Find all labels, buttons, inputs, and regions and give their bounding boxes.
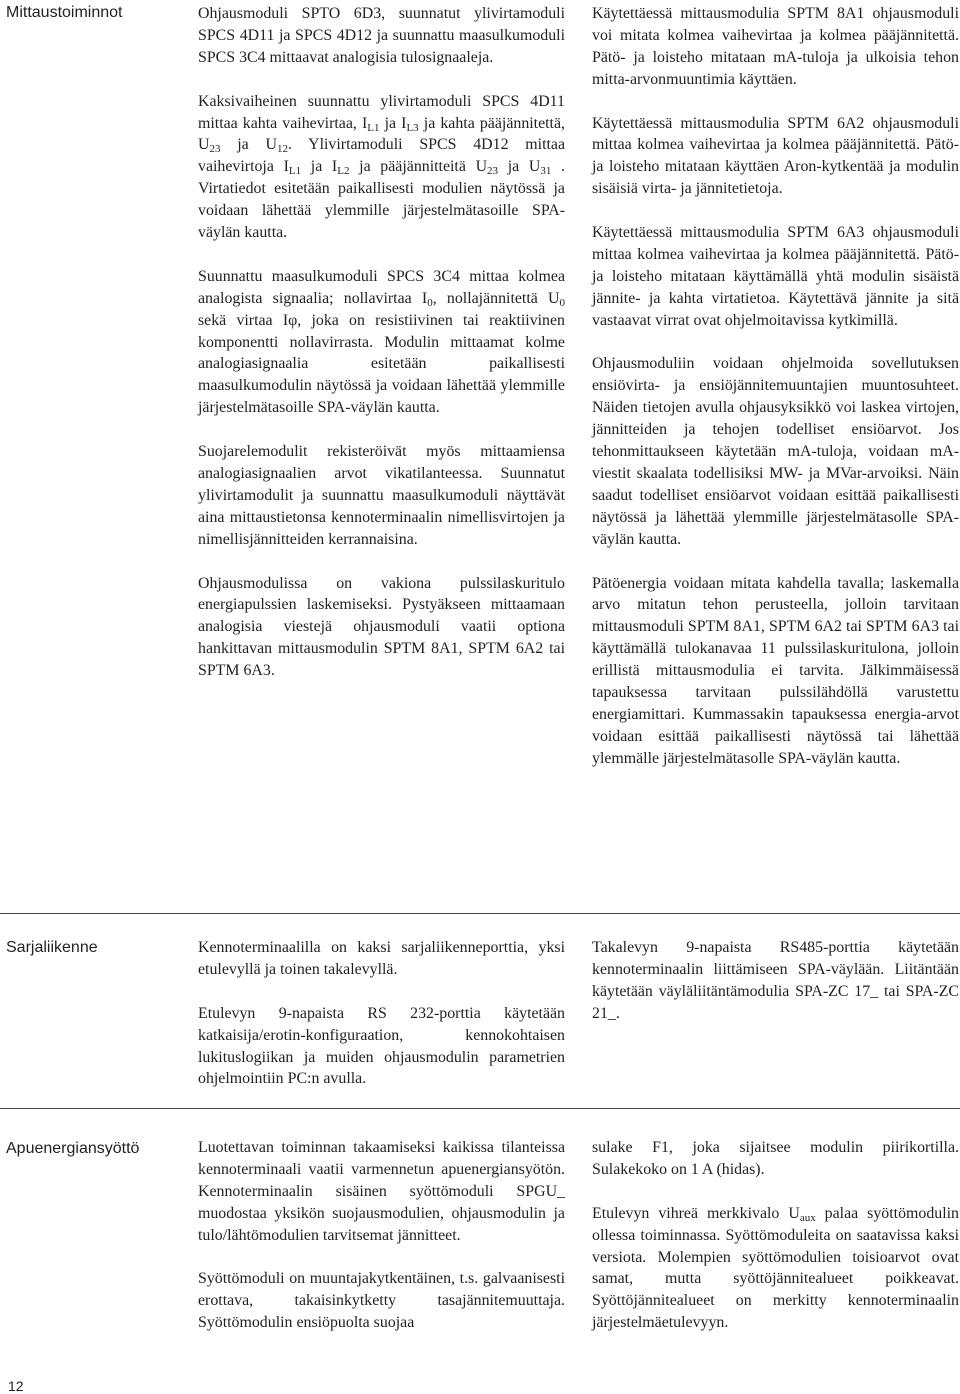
section-sarjaliikenne-col1 (198, 937, 565, 1090)
page-number: 12 (8, 1378, 24, 1394)
subscript: L2 (337, 165, 350, 178)
section-mittaustoiminnot-col2 (592, 3, 959, 770)
subscript: L1 (367, 121, 380, 134)
section-heading-apuenergiansyotto: Apuenergiansyöttö (6, 1140, 140, 1157)
subscript: 12 (276, 143, 288, 156)
paragraph: Käytettäessä mittausmodulia SPTM 8A1 ohjausmoduli voi mitata kolmea vaihevirtaa ja kolmea pääjännitettä. Pätö- ja loisteho mitataan mA-tuloja ja ulkoisia tehon mitta-arvonmuuntimia käyttäen. (592, 5, 959, 88)
paragraph: Kennoterminaalilla on kaksi sarjaliikenneporttia, yksi etulevyllä ja toinen takalevyllä. (198, 939, 565, 978)
section-divider (0, 1108, 960, 1109)
subscript: 31 (540, 165, 552, 178)
paragraph: Luotettavan toiminnan takaamiseksi kaikissa tilanteissa kennoterminaali vaatii varmennetun apuenergiansyötön. Kennoterminaalin sisäinen syöttömoduli SPGU_ muodostaa yksikön suojausmodulien, ohjausmodulin ja tulo/lähtömodulien tarvitsemat jännitteet. (198, 1139, 565, 1244)
paragraph: Käytettäessä mittausmodulia SPTM 6A2 ohjausmoduli mittaa kolmea vaihevirtaa ja kolmea pääjännitettä. Pätö- ja loisteho mitataan käyttäen Aron-kytkentää ja modulin sisäisiä virta- ja jännitetietoja. (592, 114, 959, 198)
paragraph: Etulevyn vihreä merkkivalo $U_{aux}$ palaa syöttömodulin ollessa toiminnassa. Syöttömoduleita on saatavissa kaksi versiota. Molempien syöttömodulien toisioarvot ovat samat, mutta syöttöjännitealueet poikkeavat. Syöttöjännitealueet on merkitty kennoterminaalin järjestelmäetulevyyn. (592, 1204, 959, 1332)
subscript: L3 (406, 121, 419, 134)
paragraph: Suojarelemodulit rekisteröivät myös mittaamiensa analogiasignaalien arvot vikatilanteessa. Suunnatut ylivirtamodulit ja suunnattu maasulkumoduli näyttävät aina mittaustietonsa kennoterminaalin nimellisvirtojen ja nimellisjännitteiden kerrannaisina. (198, 443, 565, 548)
section-heading-mittaustoiminnot: Mittaustoiminnot (6, 4, 123, 21)
paragraph: Ohjausmoduliin voidaan ohjelmoida sovellutuksen ensiövirta- ja ensiöjännitemuuntajien muuntosuhteet. Näiden tietojen avulla ohjausyksikkö voi laskea virtojen, jännitteiden ja tehojen todelliset ensiöarvot. Jos tehonmittaukseen käytetään mA-tuloja, voidaan mA-viestit skaalata todellisiksi MW- ja MVar-arvoiksi. Näin saadut todelliset ensiöarvot voidaan esittää paikallisesti näytössä ja lähettää ylemmille järjestelmätasolle SPA-väylän kautta. (592, 355, 959, 548)
section-apuenergiansyotto-col1 (198, 1137, 565, 1334)
paragraph: Takalevyn 9-napaista RS485-porttia käytetään kennoterminaalin liittämiseen SPA-väylään. Liitäntään käytetään väyläliitäntämodulia SPA-ZC 17_ tai SPA-ZC 21_. (592, 939, 959, 1022)
paragraph: Etulevyn 9-napaista RS 232-porttia käytetään katkaisija/erotin-konfiguraation, kennokohtaisen lukituslogiikan ja muiden ohjausmodulin parametrien ohjelmointiin PC:n avulla. (198, 1004, 565, 1088)
section-apuenergiansyotto-col2 (592, 1137, 959, 1334)
section-mittaustoiminnot-col1 (198, 3, 565, 682)
paragraph: Käytettäessä mittausmodulia SPTM 6A3 ohjausmoduli mittaa kolmea vaihevirtaa ja kolmea pääjännitettä. Pätö- ja loisteho mitataan käyttämällä yhtä modulin sisäistä jännite- ja kahta virtatietoa. Käytettävä jännite ja sitä vastaavat virrat ovat ohjelmoitavissa kytkimillä. (592, 224, 959, 329)
paragraph: Kaksivaiheinen suunnattu ylivirtamoduli SPCS 4D11 mittaa kahta vaihevirtaa, $I_{L1}$ ja $I_{L3}$ ja kahta pääjännitettä, $U_{23}$ ja $U_{12}$. Ylivirtamoduli SPCS 4D12 mittaa vaihevirtoja $I_{L1}$ ja $I_{L2}$ ja pääjännitteitä $U_{23}$ ja $U_{31}$ . Virtatiedot esitetään paikallisesti modulien näytössä ja voidaan lähettää ylemmille järjestelmätasoille SPA-väylän kautta. (198, 92, 566, 242)
subscript: 23 (209, 143, 221, 156)
subscript: aux (799, 1211, 816, 1224)
paragraph: Suunnattu maasulkumoduli SPCS 3C4 mittaa kolmea analogista signaalia; nollavirtaa $I_0$, nollajännitettä $U_0$ sekä virtaa Iφ, joka on resistiivinen tai reaktiivinen komponentti nollavirrasta. Modulin mittaamat kolme analogiasignaalia esitetään paikallisesti maasulkumodulin näytössä ja voidaan lähettää ylemmille järjestelmätasoille SPA-väylän kautta. (198, 267, 565, 417)
subscript: 23 (487, 165, 499, 178)
paragraph: Ohjausmoduli SPTO 6D3, suunnatut ylivirtamoduli SPCS 4D11 ja SPCS 4D12 ja suunnattu maasulkumoduli SPCS 3C4 mittaavat analogisia tulosignaaleja. (198, 5, 565, 66)
section-sarjaliikenne-col2 (592, 937, 959, 1025)
subscript: 0 (559, 296, 565, 309)
paragraph: Pätöenergia voidaan mitata kahdella tavalla; laskemalla arvo mitatun tehon perusteella, jolloin tarvitaan mittausmoduli SPTM 8A1, SPTM 6A2 tai SPTM 6A3 tai käyttämällä tulokanavaa 11 pulssilaskuritulona, jolloin erillistä mittausmodulia ei tarvita. Jälkimmäisessä tapauksessa tarvitaan pulssilähdöllä varustettu energiamittari. Kummassakin tapauksessa energia-arvot voidaan esittää paikallisesti näytössä tai lähettää ylemmälle järjestelmätasolle SPA-väylän kautta. (592, 574, 959, 767)
paragraph: Syöttömoduli on muuntajakytkentäinen, t.s. galvaanisesti erottava, takaisinkytketty tasajännitemuuttaja. Syöttömodulin ensiöpuolta suojaa (198, 1270, 565, 1332)
paragraph: Ohjausmodulissa on vakiona pulssilaskuritulo energiapulssien laskemiseksi. Pystyäkseen mittaamaan analogisia viestejä ohjausmoduli vaatii optiona hankittavan mittausmodulin SPTM 8A1, SPTM 6A2 tai SPTM 6A3. (198, 574, 565, 680)
section-divider (0, 913, 960, 914)
subscript: 0 (427, 296, 433, 309)
subscript: L1 (288, 165, 302, 178)
paragraph: sulake F1, joka sijaitsee modulin piirikortilla. Sulakekoko on 1 A (hidas). (592, 1139, 959, 1178)
section-heading-sarjaliikenne: Sarjaliikenne (6, 939, 98, 956)
